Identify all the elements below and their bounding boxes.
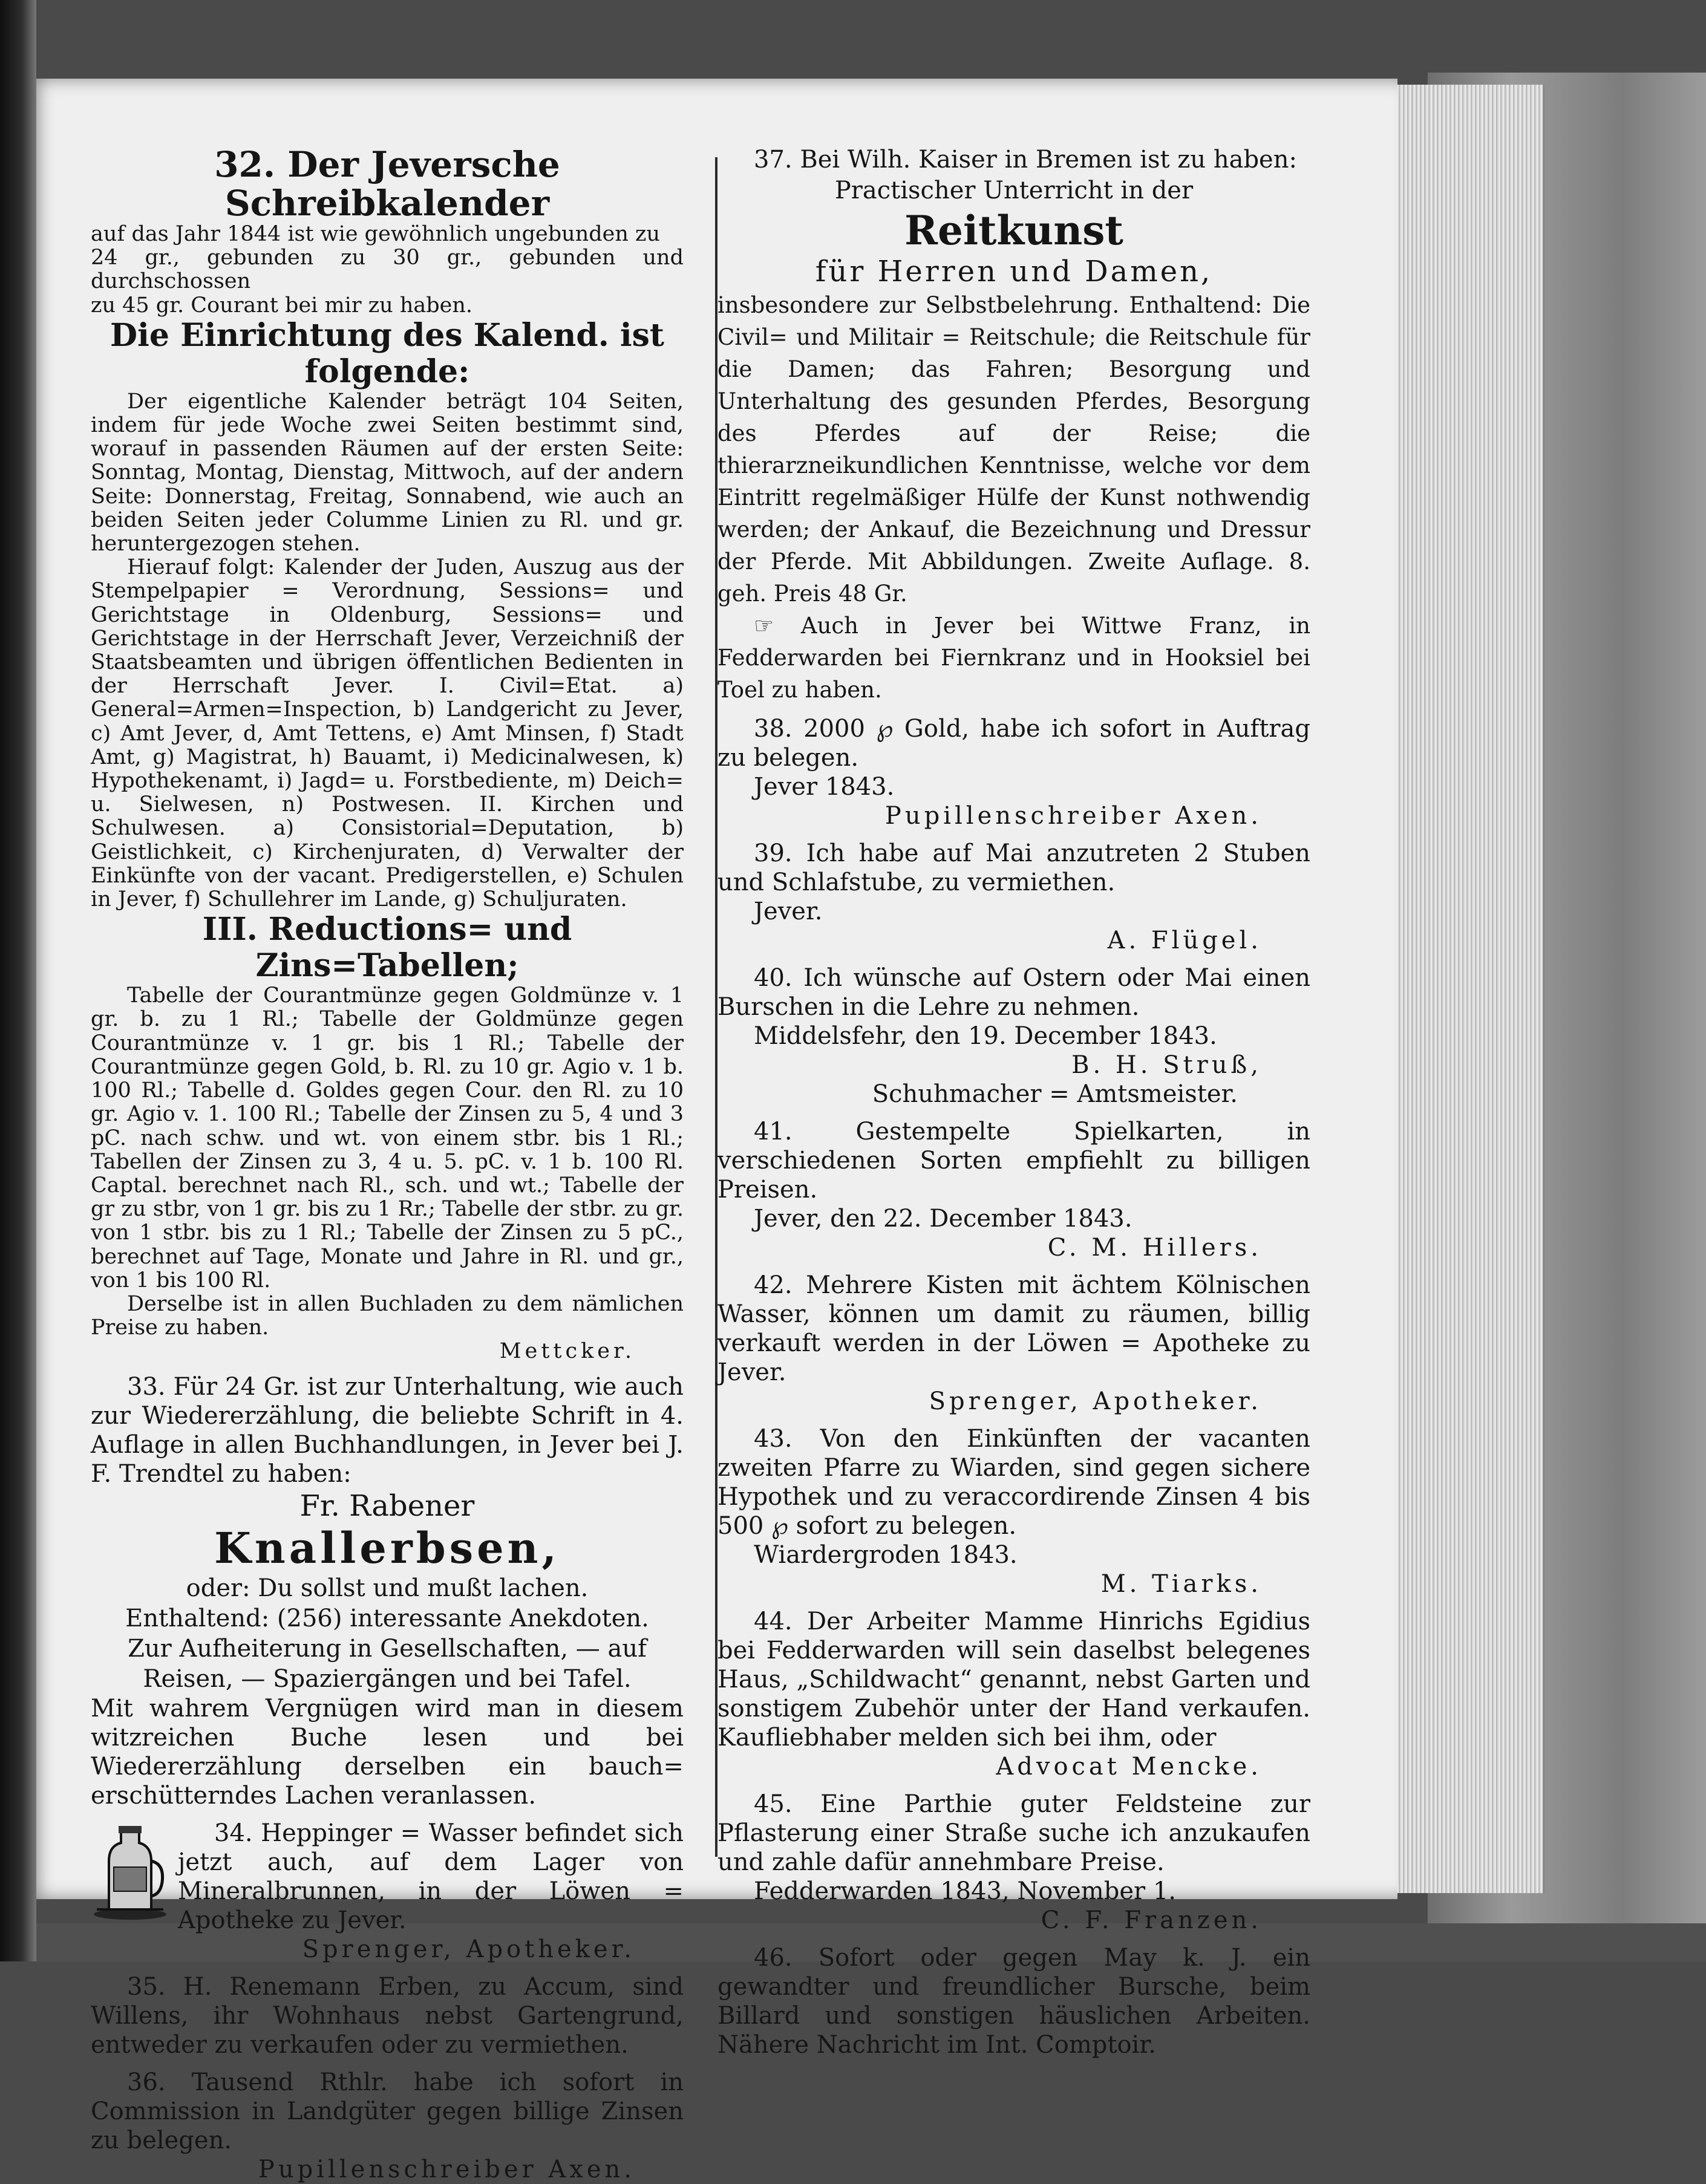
ad-39-signature: A. Flügel. (1107, 927, 1262, 954)
ad-44-text: 44. Der Arbeiter Mamme Hinrichs Egidius bei Fedderwarden will sein daselbst belegenes Haus, „Schildwacht“ genannt, nebst Garten und sonstigem Zubehör unter der Hand verkaufen. Kaufliebhaber melden sich bei ihm, oder (717, 1608, 1310, 1752)
page-stack-edges (1388, 85, 1545, 1893)
ad-32-signature: Mettcker. (499, 1339, 635, 1364)
ad-33-title: Knallerbsen, (214, 1522, 560, 1573)
ad-33-subtitle: oder: Du sollst und mußt lachen. (186, 1574, 589, 1602)
ad-36 (91, 2068, 684, 2184)
newspaper-page (24, 79, 1397, 2183)
ad-45 (717, 1790, 1310, 1935)
ad-38-signature: Pupillenschreiber Axen. (884, 802, 1262, 830)
ad-43 (717, 1424, 1310, 1599)
ad-44 (717, 1607, 1310, 1781)
ad-46 (717, 1943, 1310, 2059)
ad-42-text: 42. Mehrere Kisten mit ächtem Kölnischen Wasser, können um damit zu räumen, billig verkauft werden in der Löwen = Apotheke zu Jever. (717, 1271, 1310, 1386)
ad-32-section-heading: III. Reductions= und Zins=Tabellen; (202, 911, 572, 985)
ad-32-heading: 32. Der Jeversche Schreibkalender (214, 144, 560, 224)
ad-46-text: 46. Sofort oder gegen May k. J. ein gewandter und freundlicher Bursche, beim Billard und sonstigen häuslichen Arbeiten. Nähere Nachricht im Int. Comptoir. (717, 1944, 1310, 2059)
ad-35 (91, 1972, 684, 2059)
left-column (91, 145, 684, 2184)
ad-34 (91, 1819, 684, 1964)
mineral-water-jug-icon (91, 1819, 169, 1922)
ad-37-body: insbesondere zur Selbstbelehrung. Enthaltend: Die Civil= und Militair = Reitschule; die Reitschule für die Damen; das Fahren; Besorgung und Unterhaltung des gesunden Pferdes, Besorgung des Pferdes auf der Reise; die thierarzneikundlichen Kenntnisse, welche vor dem Eintritt regelmäßiger Hülfe der Kunst nothwendig werden; der Ankauf, die Bezeichnung und Dressur der Pferde. Mit Abbildungen. Zweite Auflage. 8. geh. Preis 48 Gr. (717, 292, 1310, 607)
ad-37-line1: Practischer Unterricht in der (834, 177, 1194, 204)
ad-32-subheading: Die Einrichtung des Kalend. ist folgende: (110, 316, 664, 390)
ad-41-text: 41. Gestempelte Spielkarten, in verschiedenen Sorten empfiehlt zu billigen Preisen. (717, 1118, 1310, 1204)
ad-39 (717, 839, 1310, 955)
ad-43-place: Wiardergroden 1843. (754, 1541, 1018, 1569)
ad-35-text: 35. H. Renemann Erben, zu Accum, sind Willens, ihr Wohnhaus nebst Gartengrund, entweder zu verkaufen oder zu vermiethen. (91, 1972, 684, 2059)
ad-42-signature: Sprenger, Apotheker. (929, 1387, 1262, 1415)
ad-38 (717, 714, 1310, 830)
ad-45-place: Fedderwarden 1843, November 1. (754, 1877, 1176, 1905)
ad-32-body: Der eigentliche Kalender beträgt 104 Seiten, indem für jede Woche zwei Seiten bestimmt sind, worauf in passenden Räumen auf der ersten Seite: Sonntag, Montag, Dienstag, Mittwoch, auf der andern Seite: Donnerstag, Freitag, Sonnabend, wie auch an beiden Seiten jeder Columme Linien zu Rl. und gr. heruntergezogen stehen. (91, 389, 684, 556)
ad-33-purpose: Zur Aufheiterung in Gesellschaften, — auf Reisen, — Spaziergängen und bei Tafel. (128, 1634, 647, 1693)
ad-41-signature: C. M. Hillers. (1047, 1234, 1262, 1262)
ad-37-intro: 37. Bei Wilh. Kaiser in Bremen ist zu haben: (754, 146, 1297, 174)
ad-38-place: Jever 1843. (754, 773, 895, 801)
ad-40-title: Schuhmacher = Amtsmeister. (872, 1080, 1238, 1108)
ad-33-text: 33. Für 24 Gr. ist zur Unterhaltung, wie auch zur Wiedererzählung, die beliebte Schrift in 4. Auflage in allen Buchhandlungen, in Jever bei J. F. Trendtel zu haben: (91, 1372, 684, 1488)
ad-36-signature: Pupillenschreiber Axen. (258, 2155, 635, 2183)
ad-32 (91, 145, 684, 1364)
ad-32-body: Hierauf folgt: Kalender der Juden, Auszug aus der Stempelpapier = Verordnung, Sessions= und Gerichtstage in Oldenburg, Sessions= und Gerichtstage in der Herrschaft Jever, Verzeichniß der Staatsbeamten und übrigen öffentlichen Bedienten in der Herrschaft Jever. I. Civil=Etat. a) General=Armen=Inspection, b) Landgericht zu Jever, c) Amt Jever, d, Amt Tettens, e) Amt Minsen, f) Stadt Amt, g) Magistrat, h) Bauamt, i) Medicinalwesen, k) Hypothekenamt, i) Jagd= u. Forstbediente, m) Deich= u. Sielwesen, n) Postwesen. II. Kirchen und Schulwesen. a) Consistorial=Deputation, b) Geistlichkeit, c) Kirchenjuraten, d) Verwalter der Einkünfte von der vacant. Predigerstellen, e) Schulen in Jever, f) Schullehrer im Lande, g) Schuljuraten. (91, 555, 684, 912)
ad-36-text: 36. Tausend Rthlr. habe ich sofort in Commission in Landgüter gegen billige Zinsen zu belegen. (91, 2068, 684, 2154)
ad-42 (717, 1271, 1310, 1416)
ad-32-body: Tabelle der Courantmünze gegen Goldmünze v. 1 gr. b. zu 1 Rl.; Tabelle der Goldmünze gegen Courantmünze v. 1 gr. bis 1 Rl.; Tabelle der Courantmünze gegen Gold, b. Rl. zu 10 gr. Agio v. 1 b. 100 Rl.; Tabelle d. Goldes gegen Cour. den Rl. zu 10 gr. Agio v. 1. 100 Rl.; Tabelle der Zinsen zu 5, 4 und 3 pC. nach schw. und wt. von einem stbr. bis 1 Rl.; Tabellen der Zinsen zu 3, 4 u. 5. pC. v. 1 b. 100 Rl. Captal. berechnet nach Rl., sch. und wt.; Tabelle der gr zu stbr, von 1 gr. bis zu 1 Rr.; Tabelle der stbr. zu gr. von 1 stbr. bis zu 1 Rl.; Tabelle der Zinsen zu 5 pC., berechnet auf Tage, Monate und Jahre in Rl. und gr., von 1 bis 100 Rl. (91, 983, 684, 1292)
ad-40 (717, 963, 1310, 1109)
ad-40-place: Middelsfehr, den 19. December 1843. (754, 1022, 1217, 1050)
ad-44-signature: Advocat Mencke. (996, 1753, 1262, 1781)
ad-37 (717, 145, 1310, 706)
ad-40-text: 40. Ich wünsche auf Ostern oder Mai einen Burschen in die Lehre zu nehmen. (717, 964, 1310, 1021)
ad-32-body: Derselbe ist in allen Buchladen zu dem nämlichen Preise zu haben. (91, 1291, 684, 1340)
ad-33-blurb: Mit wahrem Vergnügen wird man in diesem witzreichen Buche lesen und bei Wiedererzählung derselben ein bauch= erschütterndes Lachen veranlassen. (91, 1694, 684, 1810)
ad-33-author: Fr. Rabener (299, 1488, 475, 1523)
ad-32-line: zu 45 gr. Courant bei mir zu haben. (91, 293, 473, 318)
ad-37-line2: für Herren und Damen, (815, 255, 1213, 288)
ad-34-signature: Sprenger, Apotheker. (302, 1935, 635, 1963)
ad-37-title: Reitkunst (904, 207, 1123, 254)
ad-41-place: Jever, den 22. December 1843. (754, 1205, 1132, 1233)
right-column (717, 145, 1310, 2059)
ad-33 (91, 1372, 684, 1810)
ad-38-text: 38. 2000 ℘ Gold, habe ich sofort in Auftrag zu belegen. (717, 715, 1310, 772)
ad-33-contents: Enthaltend: (256) interessante Anekdoten. (125, 1604, 649, 1632)
ad-32-line: auf das Jahr 1844 ist wie gewöhnlich ungebunden zu (91, 222, 661, 246)
ad-40-signature: B. H. Struß, (1071, 1051, 1262, 1079)
ad-39-text: 39. Ich habe auf Mai anzutreten 2 Stuben und Schlafstube, zu vermiethen. (717, 839, 1310, 896)
ad-37-also: ☞ Auch in Jever bei Wittwe Franz, in Fedderwarden bei Fiernkranz und in Hooksiel bei Toel zu haben. (717, 613, 1310, 703)
ad-41 (717, 1117, 1310, 1262)
ad-32-line: 24 gr., gebunden zu 30 gr., gebunden und durchschossen (91, 246, 684, 294)
ad-45-text: 45. Eine Parthie guter Feldsteine zur Pflasterung einer Straße suche ich anzukaufen und zahle dafür annehmbare Preise. (717, 1790, 1310, 1876)
ad-34-text: 34. Heppinger = Wasser befindet sich jetzt auch, auf dem Lager von Mineralbrunnen, in der Löwen = Apotheke zu Jever. (178, 1819, 684, 1934)
ad-45-signature: C. F. Franzen. (1041, 1906, 1262, 1934)
ad-39-place: Jever. (754, 898, 823, 925)
ad-43-text: 43. Von den Einkünften der vacanten zweiten Pfarre zu Wiarden, sind gegen sichere Hypothek und zu veraccordirende Zinsen 4 bis 500 ℘ sofort zu belegen. (717, 1425, 1310, 1540)
book-binding-shadow (0, 0, 36, 1961)
ad-43-signature: M. Tiarks. (1100, 1570, 1262, 1598)
